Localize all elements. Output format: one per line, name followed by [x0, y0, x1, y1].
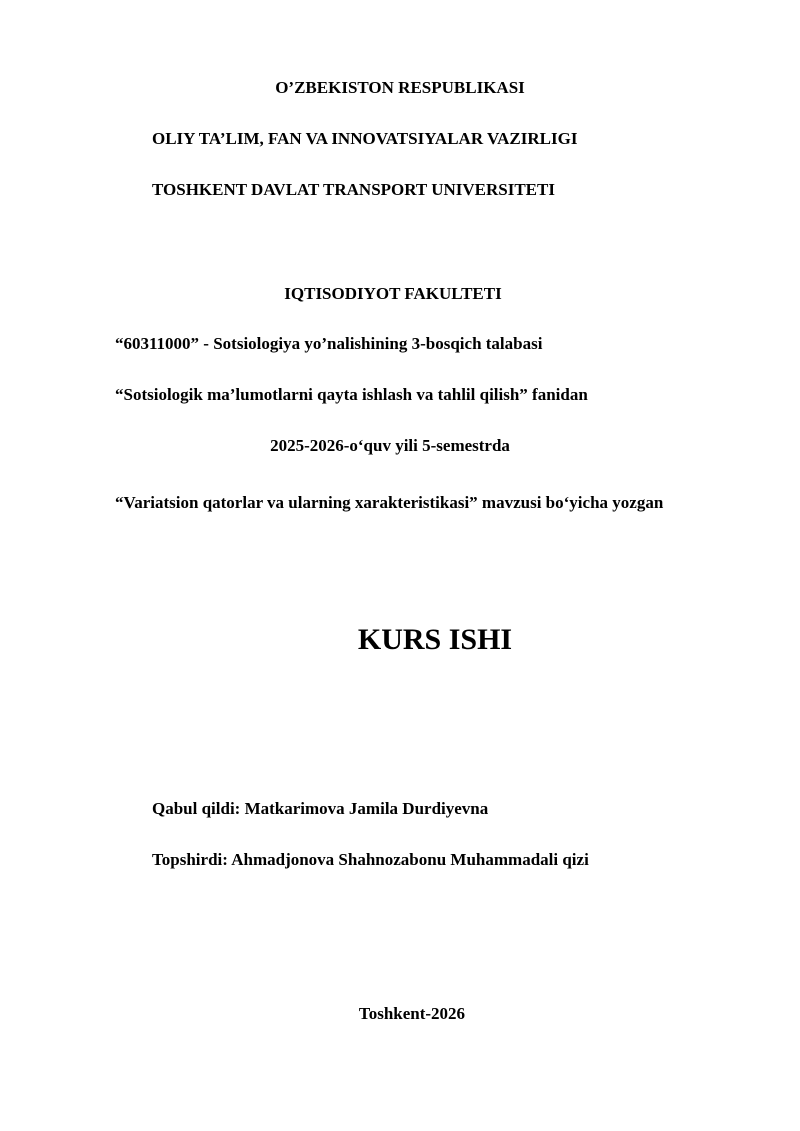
subject-line: “Sotsiologik ma’lumotlarni qayta ishlash va tahlil qilish” fanidan [115, 385, 588, 404]
accepted-by-line: Qabul qildi: Matkarimova Jamila Durdiyevna [152, 799, 489, 818]
place-year-footer: Toshkent-2026 [358, 1004, 466, 1023]
document-type-title: KURS ISHI [357, 623, 513, 656]
program-line: “60311000” - Sotsiologiya yo’nalishining 3-bosqich talabasi [115, 334, 543, 353]
submitted-by-line: Topshirdi: Ahmadjonova Shahnozabonu Muhammadali qizi [152, 850, 589, 869]
topic-paragraph: “Variatsion qatorlar va ularning xarakteristikasi” mavzusi bo‘yicha yozgan [115, 493, 664, 512]
faculty-heading: IQTISODIYOT FAKULTETI [284, 284, 502, 303]
semester-line: 2025-2026-o‘quv yili 5-semestrda [270, 436, 510, 455]
country-heading: O’ZBEKISTON RESPUBLIKASI [275, 78, 525, 97]
university-heading: TOSHKENT DAVLAT TRANSPORT UNIVERSITETI [152, 180, 555, 199]
ministry-heading: OLIY TA’LIM, FAN VA INNOVATSIYALAR VAZIRLIGI [152, 129, 578, 148]
